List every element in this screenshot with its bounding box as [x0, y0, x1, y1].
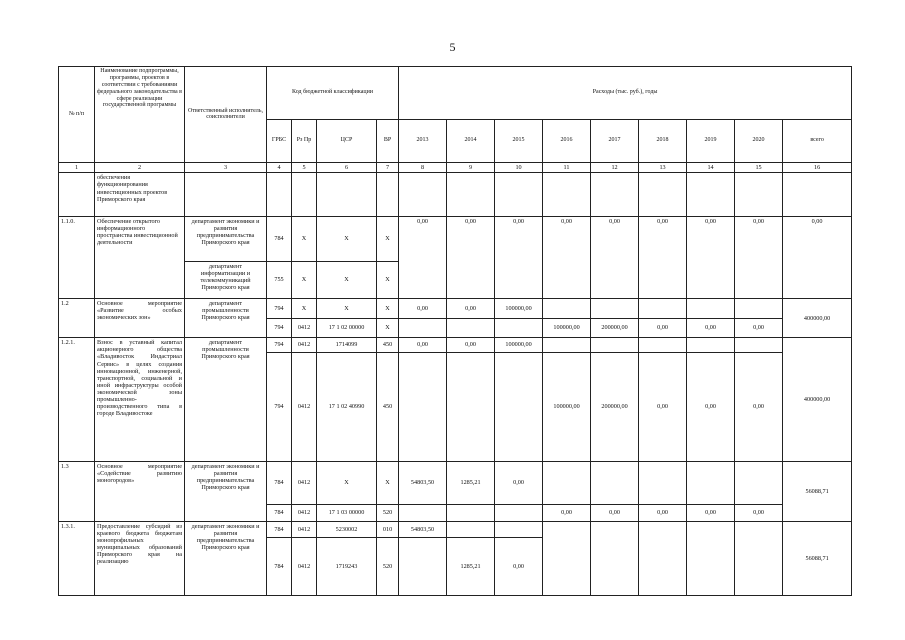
row-2015: 0,00: [495, 216, 543, 298]
row-grbs: 794: [267, 338, 292, 352]
row-vr: X: [377, 318, 399, 338]
row-grbs: 755: [267, 261, 292, 298]
row-2013: 0,00: [399, 338, 447, 352]
table-row: [59, 173, 852, 216]
row-total: 400000,00: [783, 299, 852, 338]
header-year: 2020: [735, 119, 783, 162]
header-executor: Ответственный исполнитель, соисполнители: [185, 67, 267, 163]
header-vr: ВР: [377, 119, 399, 162]
table-row: [59, 299, 852, 319]
row-2017: 200000,00: [591, 318, 639, 338]
row-rzpr: 0412: [292, 338, 317, 352]
header-year: 2018: [639, 119, 687, 162]
header-year: 2017: [591, 119, 639, 162]
row-csr: 17 1 02 00000: [317, 318, 377, 338]
row-total: 56088,71: [783, 461, 852, 521]
row-2013: 0,00: [399, 216, 447, 298]
row-grbs: 794: [267, 318, 292, 338]
row-grbs: 784: [267, 521, 292, 537]
row-csr: 5230002: [317, 521, 377, 537]
row-num: 1.2: [59, 299, 95, 338]
row-executor: департамент экономики и развития предпринимательства Приморского края: [185, 461, 267, 521]
row-2014: 0,00: [447, 216, 495, 298]
row-2017: 200000,00: [591, 352, 639, 461]
row-rzpr: 0412: [292, 318, 317, 338]
row-num: 1.3.1.: [59, 521, 95, 595]
row-csr: X: [317, 461, 377, 504]
row-num: 1.2.1.: [59, 338, 95, 462]
row-csr: X: [317, 216, 377, 261]
row-vr: X: [377, 216, 399, 261]
row-2016: 100000,00: [543, 352, 591, 461]
row-grbs: 784: [267, 461, 292, 504]
row-2020: 0,00: [735, 216, 783, 298]
row-vr: 520: [377, 538, 399, 596]
row-name: обеспечения функционирования инвестиционных проектов Приморского края: [95, 173, 185, 216]
row-rzpr: 0412: [292, 505, 317, 521]
row-grbs: 784: [267, 538, 292, 596]
row-2019: 0,00: [687, 216, 735, 298]
row-2013: 0,00: [399, 299, 447, 319]
row-name: Основное мероприятие «Содействие развитию моногородов»: [95, 461, 185, 521]
col-number: 16: [783, 162, 852, 172]
table-row: [59, 521, 852, 537]
row-num: 1.3: [59, 461, 95, 521]
header-csr: ЦСР: [317, 119, 377, 162]
row-2013: 54803,50: [399, 521, 447, 537]
col-number: 15: [735, 162, 783, 172]
row-rzpr: X: [292, 261, 317, 298]
row-rzpr: X: [292, 216, 317, 261]
row-2018: 0,00: [639, 505, 687, 521]
row-csr: 1714099: [317, 338, 377, 352]
col-number: 7: [377, 162, 399, 172]
row-csr: 17 1 02 40990: [317, 352, 377, 461]
row-executor: департамент промышленности Приморского края: [185, 338, 267, 462]
row-executor: департамент информатизации и телекоммуникаций Приморского края: [185, 261, 267, 298]
header-name: Наименование подпрограммы, программы, проектов в соответствии с требованиями федерального законодательства в сфере реализации государственной программы: [95, 67, 185, 163]
row-executor: департамент промышленности Приморского края: [185, 299, 267, 338]
header-expenses: Расходы (тыс. руб.), годы: [399, 67, 852, 120]
row-vr: 010: [377, 521, 399, 537]
header-year: 2019: [687, 119, 735, 162]
row-2020: 0,00: [735, 505, 783, 521]
row-num: 1.1.0.: [59, 216, 95, 298]
row-grbs: 784: [267, 505, 292, 521]
row-2015: 0,00: [495, 461, 543, 504]
row-vr: X: [377, 261, 399, 298]
row-executor: департамент экономики и развития предпринимательства Приморского края: [185, 521, 267, 595]
row-2018: 0,00: [639, 318, 687, 338]
col-number: 12: [591, 162, 639, 172]
budget-table: [58, 66, 852, 596]
header-year: 2016: [543, 119, 591, 162]
col-number: 13: [639, 162, 687, 172]
row-2015: 0,00: [495, 538, 543, 596]
row-csr: 1719243: [317, 538, 377, 596]
col-number: 2: [95, 162, 185, 172]
table-row: [59, 338, 852, 352]
row-vr: 450: [377, 338, 399, 352]
row-total: 56088,71: [783, 521, 852, 595]
row-vr: X: [377, 461, 399, 504]
row-rzpr: 0412: [292, 461, 317, 504]
row-2017: 0,00: [591, 505, 639, 521]
col-number: 3: [185, 162, 267, 172]
header-row-1: [59, 67, 852, 120]
col-number: 10: [495, 162, 543, 172]
row-2015: 100000,00: [495, 299, 543, 319]
row-total: 400000,00: [783, 338, 852, 462]
row-2013: 54803,50: [399, 461, 447, 504]
row-executor: департамент экономики и развития предпринимательства Приморского края: [185, 216, 267, 261]
row-2014: 0,00: [447, 338, 495, 352]
header-grbs: ГРБС: [267, 119, 292, 162]
row-2015: 100000,00: [495, 338, 543, 352]
row-csr: X: [317, 299, 377, 319]
header-year: 2013: [399, 119, 447, 162]
header-rzpr: Рз Пр: [292, 119, 317, 162]
row-2016: 100000,00: [543, 318, 591, 338]
header-total: всего: [783, 119, 852, 162]
row-2018: 0,00: [639, 352, 687, 461]
row-name: Предоставление субсидий из краевого бюджета бюджетам монопрофильных муниципальных образований Приморского края на реализацию: [95, 521, 185, 595]
row-csr: X: [317, 261, 377, 298]
row-2016: 0,00: [543, 505, 591, 521]
header-num: № п/п: [59, 67, 95, 163]
table-row: [59, 461, 852, 504]
row-total: 0,00: [783, 216, 852, 298]
row-2014: 1285,21: [447, 538, 495, 596]
column-numbers-row: [59, 162, 852, 172]
row-rzpr: 0412: [292, 538, 317, 596]
header-budget-code: Код бюджетной классификации: [267, 67, 399, 120]
col-number: 1: [59, 162, 95, 172]
col-number: 5: [292, 162, 317, 172]
row-2017: 0,00: [591, 216, 639, 298]
row-vr: 520: [377, 505, 399, 521]
row-name: Обеспечение открытого информационного пространства инвестиционной деятельности: [95, 216, 185, 298]
header-year: 2014: [447, 119, 495, 162]
row-2018: 0,00: [639, 216, 687, 298]
row-rzpr: X: [292, 299, 317, 319]
col-number: 14: [687, 162, 735, 172]
row-name: Основное мероприятие «Развитие особых экономических зон»: [95, 299, 185, 338]
row-csr: 17 1 03 00000: [317, 505, 377, 521]
row-vr: 450: [377, 352, 399, 461]
row-2019: 0,00: [687, 352, 735, 461]
row-2014: 1285,21: [447, 461, 495, 504]
col-number: 11: [543, 162, 591, 172]
row-2014: 0,00: [447, 299, 495, 319]
row-vr: X: [377, 299, 399, 319]
col-number: 4: [267, 162, 292, 172]
row-2020: 0,00: [735, 318, 783, 338]
row-grbs: 784: [267, 216, 292, 261]
row-2020: 0,00: [735, 352, 783, 461]
page-number: 5: [449, 40, 456, 54]
row-rzpr: 0412: [292, 352, 317, 461]
row-2019: 0,00: [687, 318, 735, 338]
row-name: Взнос в уставный капитал акционерного общества «Владивосток Индастриал Сервис» в целях создания инновационной, инженерной, транспортной, социальной и иной инфраструктуры особой экономической зоны промышленно-производственного типа в городе Владивостоке: [95, 338, 185, 462]
row-grbs: 794: [267, 352, 292, 461]
col-number: 8: [399, 162, 447, 172]
col-number: 6: [317, 162, 377, 172]
header-year: 2015: [495, 119, 543, 162]
row-grbs: 794: [267, 299, 292, 319]
row-rzpr: 0412: [292, 521, 317, 537]
row-2019: 0,00: [687, 505, 735, 521]
table-row: [59, 216, 852, 261]
col-number: 9: [447, 162, 495, 172]
row-2016: 0,00: [543, 216, 591, 298]
